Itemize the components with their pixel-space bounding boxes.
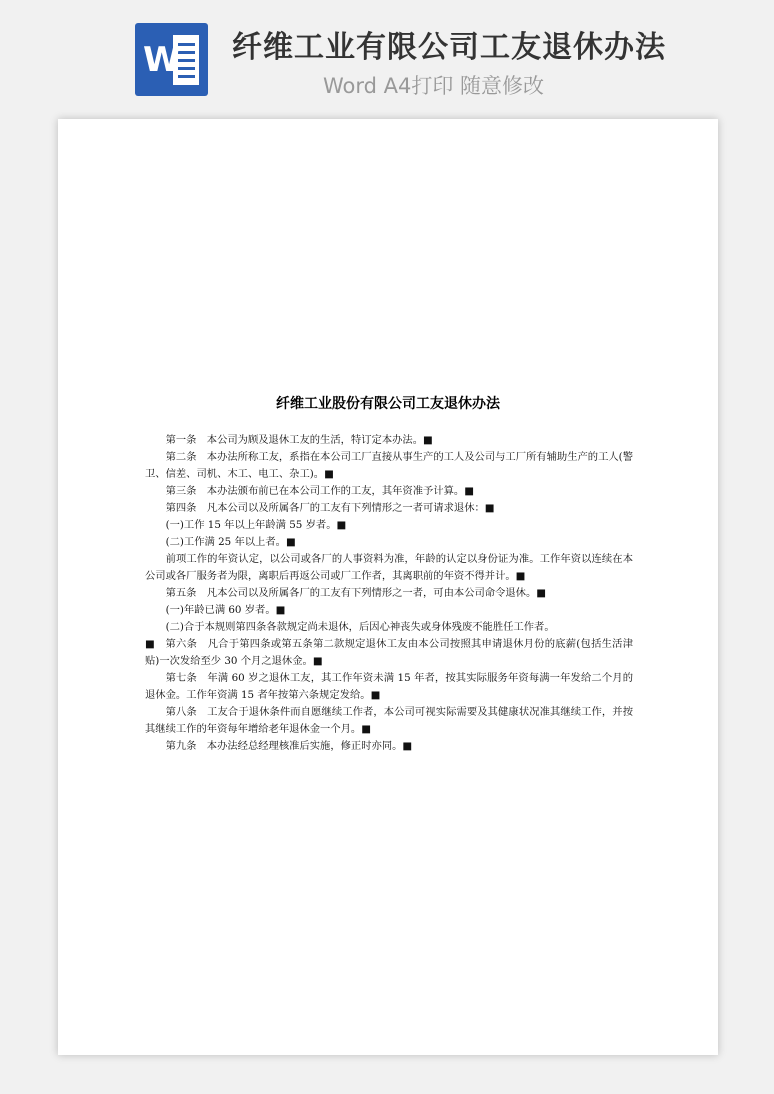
article-4-item-1: (一)工作 15 年以上年龄满 55 岁者。■ xyxy=(165,519,347,531)
article-5: 第五条 凡本公司以及所属各厂的工友有下列情形之一者，可由本公司命令退休。■ xyxy=(165,587,547,599)
article-4: 第四条 凡本公司以及所属各厂的工友有下列情形之一者可请求退休：■ xyxy=(165,502,495,514)
article-7: 第七条 年满 60 岁之退休工友，其工作年资未满 15 年者，按其实际服务年资每满一年发给二个月的退休金。工作年资满 15 者年按第六条规定发给。■ xyxy=(145,672,633,701)
article-4-note: 前项工作的年资认定，以公司或各厂的人事资料为准，年龄的认定以身份证为准。工作年资以连续在本公司或各厂服务者为限，离职后再返公司或厂工作者，其离职前的年资不得并计。■ xyxy=(145,553,633,582)
article-4-item-2: (二)工作满 25 年以上者。■ xyxy=(165,536,296,548)
document-title: 纤维工业股份有限公司工友退休办法 xyxy=(276,396,500,412)
article-3: 第三条 本办法颁布前已在本公司工作的工友，其年资准予计算。■ xyxy=(165,485,474,497)
document-page xyxy=(58,119,718,1055)
article-1: 第一条 本公司为顾及退休工友的生活，特订定本办法。■ xyxy=(165,434,433,446)
article-6: ■ 第六条 凡合于第四条或第五条第二款规定退休工友由本公司按照其申请退休月份的底薪(包括生活津贴)一次发给至少 30 个月之退休金。■ xyxy=(145,638,633,667)
article-5-item-1: (一)年龄已满 60 岁者。■ xyxy=(165,604,286,616)
document-body xyxy=(145,432,633,755)
page-subtitle: Word A4打印 随意修改 xyxy=(323,74,545,98)
word-icon-letter: W xyxy=(143,40,181,80)
page-title: 纤维工业有限公司工友退休办法 xyxy=(232,30,666,65)
article-8: 第八条 工友合于退休条件而自愿继续工作者，本公司可视实际需要及其健康状况准其继续工作，并按其继续工作的年资每年增给老年退休金一个月。■ xyxy=(145,706,633,735)
article-9: 第九条 本办法经总经理核准后实施，修正时亦同。■ xyxy=(165,740,413,752)
word-document-icon xyxy=(135,23,208,96)
page-header xyxy=(0,0,774,110)
article-5-item-2: (二)合于本规则第四条各款规定尚未退休，后因心神丧失或身体残废不能胜任工作者。 xyxy=(165,621,555,633)
article-2: 第二条 本办法所称工友，系指在本公司工厂直接从事生产的工人及公司与工厂所有辅助生产的工人(警卫、信差、司机、木工、电工、杂工)。■ xyxy=(145,451,633,480)
